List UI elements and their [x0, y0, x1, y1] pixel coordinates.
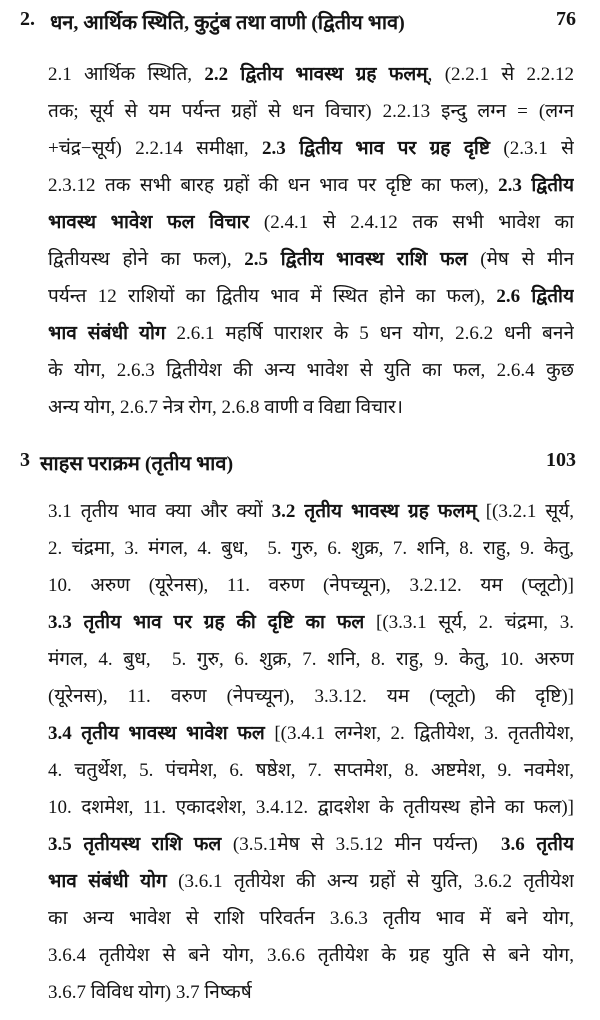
body-text: [(3.2.1 सूर्य, [476, 501, 574, 522]
subheading-text: 3.4 तृतीय भावस्थ भावेश फल [48, 723, 265, 744]
page-number: 76 [556, 8, 576, 30]
body-text: तक; सूर्य से यम पर्यन्त ग्रहों से धन विचार) 2.2.13 इन्दु लग्न = (लग्न [48, 101, 574, 122]
page-number: 103 [546, 449, 576, 471]
text-line [48, 974, 574, 1011]
body-text: [(3.4.1 लग्नेश, 2. द्वितीयेश, 3. तृततीयेश, [264, 723, 574, 744]
subheading-text: 3.2 तृतीय भावस्थ ग्रह फलम् [271, 501, 477, 522]
text-line [48, 752, 574, 789]
body-text: (2.3.1 से [489, 138, 574, 159]
body-text: 2.3.12 तक सभी बारह ग्रहों की धन भाव पर दृष्टि का फल), [48, 175, 499, 196]
body-text: अन्य योग, 2.6.7 नेत्र रोग, 2.6.8 वाणी व विद्या विचार। [48, 397, 403, 418]
body-text: मंगल, 4. बुध, 5. गुरु, 6. शुक्र, 7. शनि, 8. राहु, 9. केतु, 10. अरुण [48, 649, 574, 670]
section-number: 2. [20, 8, 35, 30]
text-line [48, 493, 574, 530]
section-title: धन, आर्थिक स्थिति, कुटुंब तथा वाणी (द्वितीय भाव) [50, 12, 405, 34]
body-text: 2.6.1 महर्षि पाराशर के 5 धन योग, 2.6.2 धनी बनने [165, 323, 574, 344]
subheading-text: 2.3 द्वितीय [498, 175, 574, 196]
text-line [48, 641, 574, 678]
subheading-text: भाव संबंधी योग [48, 323, 166, 344]
text-line [48, 937, 574, 974]
body-text: 2.1 आर्थिक स्थिति, [48, 64, 205, 85]
text-line [48, 352, 574, 389]
body-text: 10. अरुण (यूरेनस), 11. वरुण (नेपच्यून), 3.2.12. यम (प्लूटो)] [48, 575, 574, 596]
text-line [48, 900, 574, 937]
subheading-text: 2.6 द्वितीय [496, 286, 574, 307]
body-text: 10. दशमेश, 11. एकादशेश, 3.4.12. द्वादशेश के तृतीयस्थ होने का फल)] [48, 797, 574, 818]
section-body [48, 493, 574, 1011]
subheading-text: 3.3 तृतीय भाव पर ग्रह की दृष्टि का फल [48, 612, 365, 633]
body-text: (यूरेनस), 11. वरुण (नेपच्यून), 3.3.12. यम (प्लूटो) की दृष्टि)] [48, 686, 574, 707]
text-line [48, 167, 574, 204]
subheading-text: 3.5 तृतीयस्थ राशि फल [48, 834, 222, 855]
text-line [48, 530, 574, 567]
body-text: पर्यन्त 12 राशियों का द्वितीय भाव में स्थित होने का फल), [48, 286, 497, 307]
text-line [48, 604, 574, 641]
body-text: 3.6.4 तृतीयेश से बने योग, 3.6.6 तृतीयेश के ग्रह युति से बने योग, [48, 945, 574, 966]
section-title: साहस पराक्रम (तृतीय भाव) [40, 453, 234, 475]
text-line [48, 278, 574, 315]
body-text: (2.4.1 से 2.4.12 तक सभी भावेश का [249, 212, 574, 233]
body-text: द्वितीयस्थ होने का फल), [48, 249, 245, 270]
text-line [48, 715, 574, 752]
subheading-text: भाव संबंधी योग [48, 871, 167, 892]
body-text: 3.1 तृतीय भाव क्या और क्यों [48, 501, 272, 522]
subheading-text: भावस्थ भावेश फल विचार [48, 212, 250, 233]
text-line [48, 789, 574, 826]
body-text: +चंद्र−सूर्य) 2.2.14 समीक्षा, [48, 138, 263, 159]
text-line [48, 241, 574, 278]
section-heading [20, 449, 576, 479]
subheading-text: 2.2 द्वितीय भावस्थ ग्रह फलम् [204, 64, 428, 85]
section-body [48, 56, 574, 426]
subheading-text: 2.5 द्वितीय भावस्थ राशि फल [244, 249, 468, 270]
text-line [48, 204, 574, 241]
body-text: 4. चतुर्थेश, 5. पंचमेश, 6. षष्ठेश, 7. सप्तमेश, 8. अष्टमेश, 9. नवमेश, [48, 760, 574, 781]
body-text: [(3.3.1 सूर्य, 2. चंद्रमा, 3. [364, 612, 574, 633]
section-heading [20, 8, 576, 38]
body-text: 3.6.7 विविध योग) 3.7 निष्कर्ष [48, 982, 252, 1003]
text-line [48, 56, 574, 93]
text-line [48, 826, 574, 863]
text-line [48, 567, 574, 604]
text-line [48, 389, 574, 426]
body-text: का अन्य भावेश से राशि परिवर्तन 3.6.3 तृतीय भाव में बने योग, [48, 908, 574, 929]
body-text: के योग, 2.6.3 द्वितीयेश की अन्य भावेश से युति का फल, 2.6.4 कुछ [48, 360, 574, 381]
body-text: (3.6.1 तृतीयेश की अन्य ग्रहों से युति, 3.6.2 तृतीयेश [166, 871, 574, 892]
section-number: 3 [20, 449, 30, 471]
text-line [48, 315, 574, 352]
body-text: (मेष से मीन [467, 249, 574, 270]
text-line [48, 93, 574, 130]
text-line [48, 130, 574, 167]
body-text: , (2.2.1 से 2.2.12 [427, 64, 574, 85]
text-line [48, 863, 574, 900]
text-line [48, 678, 574, 715]
body-text: 2. चंद्रमा, 3. मंगल, 4. बुध, 5. गुरु, 6. शुक्र, 7. शनि, 8. राहु, 9. केतु, [48, 538, 574, 559]
body-text: (3.5.1मेष से 3.5.12 मीन पर्यन्त) [221, 834, 502, 855]
subheading-text: 2.3 द्वितीय भाव पर ग्रह दृष्टि [262, 138, 490, 159]
subheading-text: 3.6 तृतीय [501, 834, 574, 855]
